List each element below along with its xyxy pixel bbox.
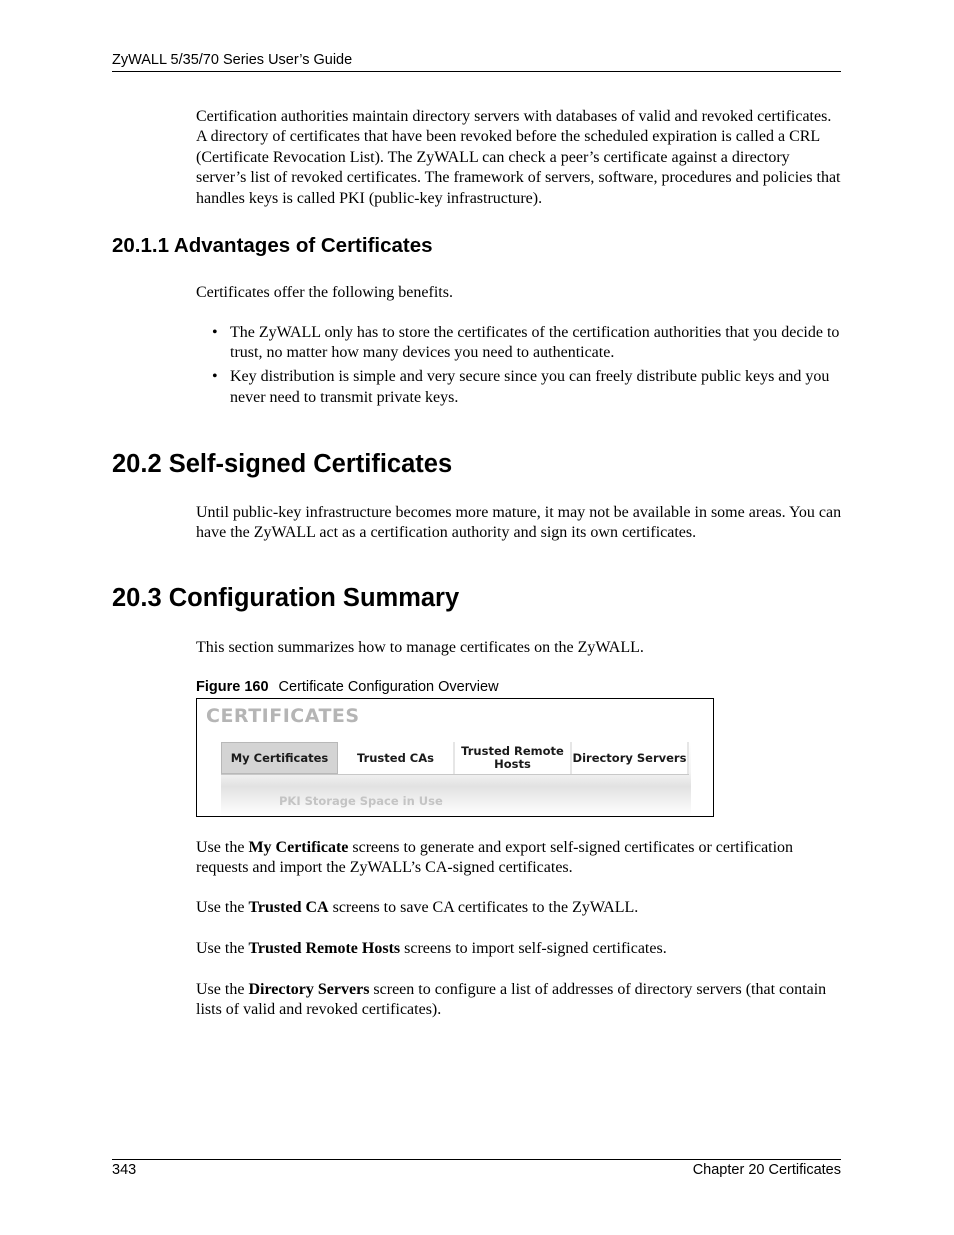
usage-directory-servers [196, 980, 842, 1021]
certificate-tabs [221, 742, 689, 774]
certificates-screenshot [196, 698, 714, 817]
running-header: ZyWALL 5/35/70 Series User’s Guide [112, 52, 353, 68]
heading-20-3: 20.3 Configuration Summary [112, 584, 460, 612]
bullet-marker: • [212, 324, 218, 341]
benefits-list [212, 323, 842, 412]
benefits-intro: Certificates offer the following benefits. [196, 284, 453, 301]
usage-term: Trusted Remote Hosts [248, 940, 401, 957]
usage-trusted-remote-hosts [196, 939, 842, 959]
figure-caption [196, 679, 499, 695]
tab-trusted-remote-hosts[interactable]: Trusted Remote Hosts [455, 742, 572, 774]
usage-trusted-ca [196, 898, 842, 918]
footer-rule [112, 1159, 841, 1160]
figure-caption-text: Certificate Configuration Overview [278, 679, 499, 695]
usage-term: Trusted CA [248, 899, 329, 916]
usage-text: screen to configure a list of addresses of directory servers (that contain lists of valid and revoked certificates). [196, 981, 827, 1019]
usage-text: Use the [196, 940, 249, 957]
usage-text: screens to generate and export self-signed certificates or certification requests and import the ZyWALL’s CA-signed certificates. [196, 839, 794, 877]
header-rule [112, 71, 841, 72]
benefit-item [212, 367, 842, 408]
usage-term: Directory Servers [248, 981, 370, 998]
benefit-text: Key distribution is simple and very secure since you can freely distribute public keys and you never need to transmit private keys. [230, 368, 830, 406]
benefit-text: The ZyWALL only has to store the certificates of the certification authorities that you decide to trust, no matter how many devices you need to authenticate. [230, 324, 840, 362]
bullet-marker: • [212, 368, 218, 386]
heading-20-2: 20.2 Self-signed Certificates [112, 450, 453, 478]
figure-number: Figure 160 [196, 679, 269, 695]
usage-text: Use the [196, 981, 249, 998]
tab-directory-servers[interactable]: Directory Servers [572, 742, 689, 774]
screen-title: CERTIFICATES [206, 705, 360, 727]
self-signed-paragraph: Until public-key infrastructure becomes more mature, it may not be available in some areas. You can have the ZyWALL act as a certification authority and sign its own certificates. [196, 504, 842, 542]
intro-paragraph: Certification authorities maintain directory servers with databases of valid and revoked certificates. A directory of certificates that have been revoked before the scheduled expiration is called a CRL (Certificate Revocation List). The ZyWALL can check a peer’s certificate against a directory server’s list of revoked certificates. The framework of servers, software, procedures and policies that handles keys is called PKI (public-key infrastructure). [196, 108, 841, 207]
usage-text: screens to import self-signed certificates. [400, 940, 667, 957]
usage-text: Use the [196, 899, 249, 916]
tab-trusted-cas[interactable]: Trusted CAs [338, 742, 455, 774]
chapter-label: Chapter 20 Certificates [692, 1162, 841, 1178]
benefit-item [212, 323, 842, 364]
usage-term: My Certificate [248, 839, 349, 856]
pki-storage-label: PKI Storage Space in Use [279, 794, 443, 808]
usage-text: screens to save CA certificates to the ZyWALL. [328, 899, 639, 916]
tab-my-certificates[interactable]: My Certificates [221, 742, 338, 774]
usage-text: Use the [196, 839, 249, 856]
tab-underline [221, 774, 689, 775]
summary-intro: This section summarizes how to manage certificates on the ZyWALL. [196, 639, 644, 656]
heading-20-1-1: 20.1.1 Advantages of Certificates [112, 234, 433, 257]
usage-my-certificate [196, 838, 842, 879]
page-number: 343 [112, 1162, 137, 1178]
